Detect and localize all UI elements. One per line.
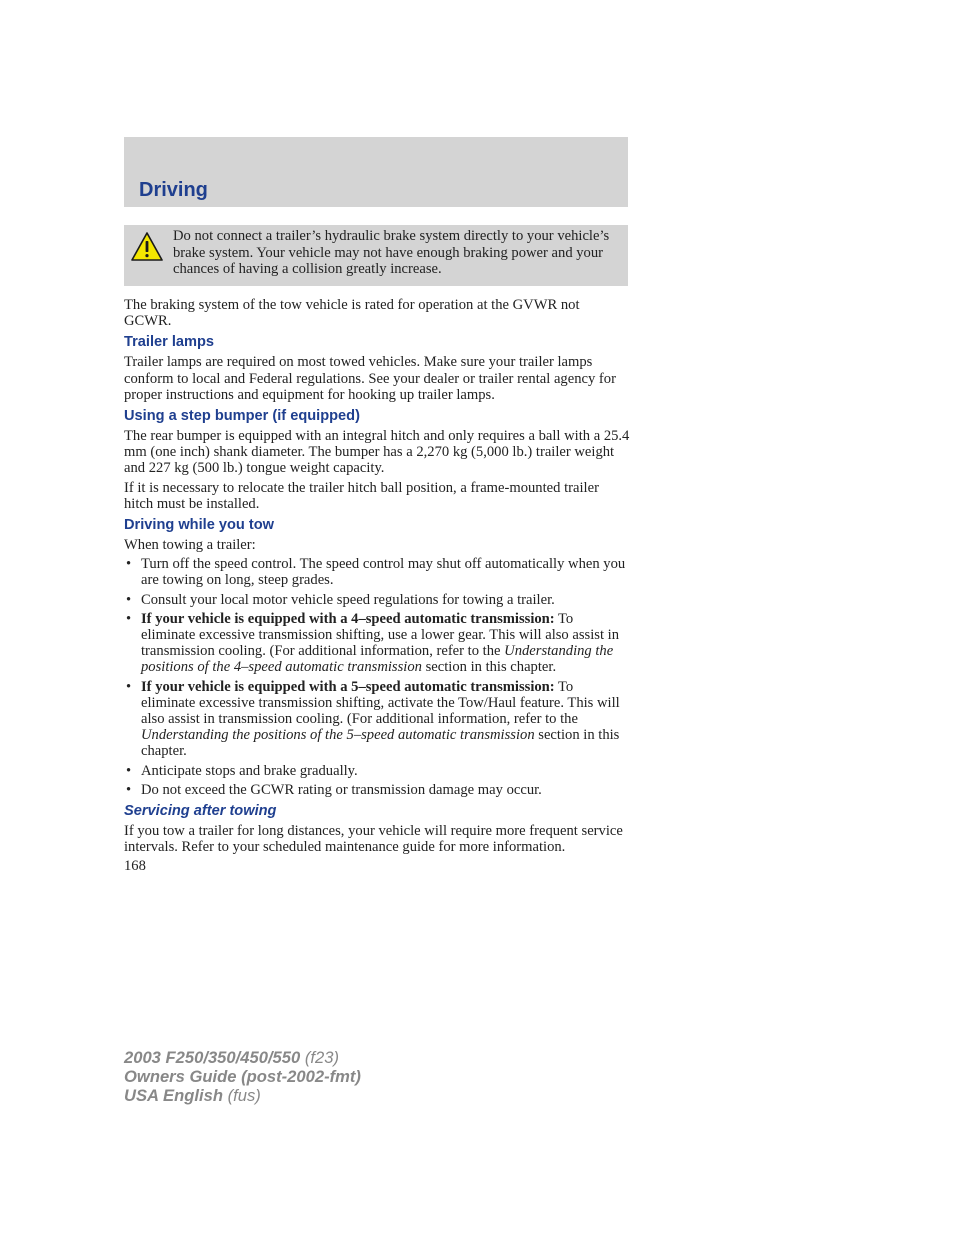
footer-line-1: 2003 F250/350/450/550 (f23) [124, 1048, 339, 1067]
heading-step-bumper: Using a step bumper (if equipped) [124, 408, 360, 425]
trailer-lamps-paragraph: Trailer lamps are required on most towed vehicles. Make sure your trailer lamps conform to local and Federal regulations. See your dealer or trailer rental agency for proper instructions and equipment for hooking up trailer lamps. [124, 354, 616, 403]
servicing-paragraph: If you tow a trailer for long distances, your vehicle will require more frequent service intervals. Refer to your scheduled maintenance guide for more information. [124, 823, 623, 856]
driving-tow-intro: When towing a trailer: [124, 537, 256, 554]
footer-line-3: USA English (fus) [124, 1086, 261, 1105]
chapter-reference: Understanding the positions of the 4–speed automatic transmission [141, 643, 614, 676]
step-bumper-paragraph-1: The rear bumper is equipped with an integral hitch and only requires a ball with a 25.4 mm (one inch) shank diameter. The bumper has a 2,270 kg (5,000 lb.) trailer weight and 227 kg (500 lb.) tongue weight capacity. [124, 428, 630, 477]
warning-box [124, 225, 628, 286]
step-bumper-paragraph-2: If it is necessary to relocate the trailer hitch ball position, a frame-mounted trailer hitch must be installed. [124, 479, 599, 512]
warning-triangle-icon [130, 230, 164, 264]
heading-trailer-lamps: Trailer lamps [124, 334, 215, 351]
section-title: Driving [139, 179, 208, 201]
towing-bullet-list [124, 556, 630, 798]
heading-servicing-after-towing: Servicing after towing [124, 803, 277, 820]
bullet-bold-lead: If your vehicle is equipped with a 5–speed automatic transmission: [141, 678, 555, 695]
heading-driving-while-you-tow: Driving while you tow [124, 517, 274, 534]
list-item: • Consult your local motor vehicle speed regulations for towing a trailer. [124, 592, 630, 608]
list-item: • Anticipate stops and brake gradually. [124, 763, 630, 779]
list-item: • If your vehicle is equipped with a 5–speed automatic transmission: To eliminate excessive transmission shifting, activate the Tow/Haul feature. This will also assist in transmission cooling. (For additional information, refer to the Understanding the positions of the 5–speed automatic transmission section in this chapter. [124, 679, 630, 760]
document-footer [124, 1048, 361, 1105]
page-content [124, 297, 630, 878]
bullet-bold-lead: If your vehicle is equipped with a 4–speed automatic transmission: [141, 610, 555, 627]
footer-line-2: Owners Guide (post-2002-fmt) [124, 1067, 361, 1086]
list-item: • Do not exceed the GCWR rating or transmission damage may occur. [124, 782, 630, 798]
chapter-reference: Understanding the positions of the 5–speed automatic transmission [141, 727, 535, 744]
list-item: • Turn off the speed control. The speed control may shut off automatically when you are towing on long, steep grades. [124, 556, 630, 588]
warning-text: Do not connect a trailer’s hydraulic brake system directly to your vehicle’s brake system. Your vehicle may not have enough braking power and your chances of having a collision greatly increase. [173, 228, 610, 278]
intro-paragraph: The braking system of the tow vehicle is rated for operation at the GVWR not GCWR. [124, 297, 580, 330]
list-item: • If your vehicle is equipped with a 4–speed automatic transmission: To eliminate excessive transmission shifting, use a lower gear. This will also assist in transmission cooling. (For additional information, refer to the Understanding the positions of the 4–speed automatic transmission section in this chapter. [124, 611, 630, 676]
page-number: 168 [124, 858, 146, 875]
section-header-band [124, 137, 628, 207]
